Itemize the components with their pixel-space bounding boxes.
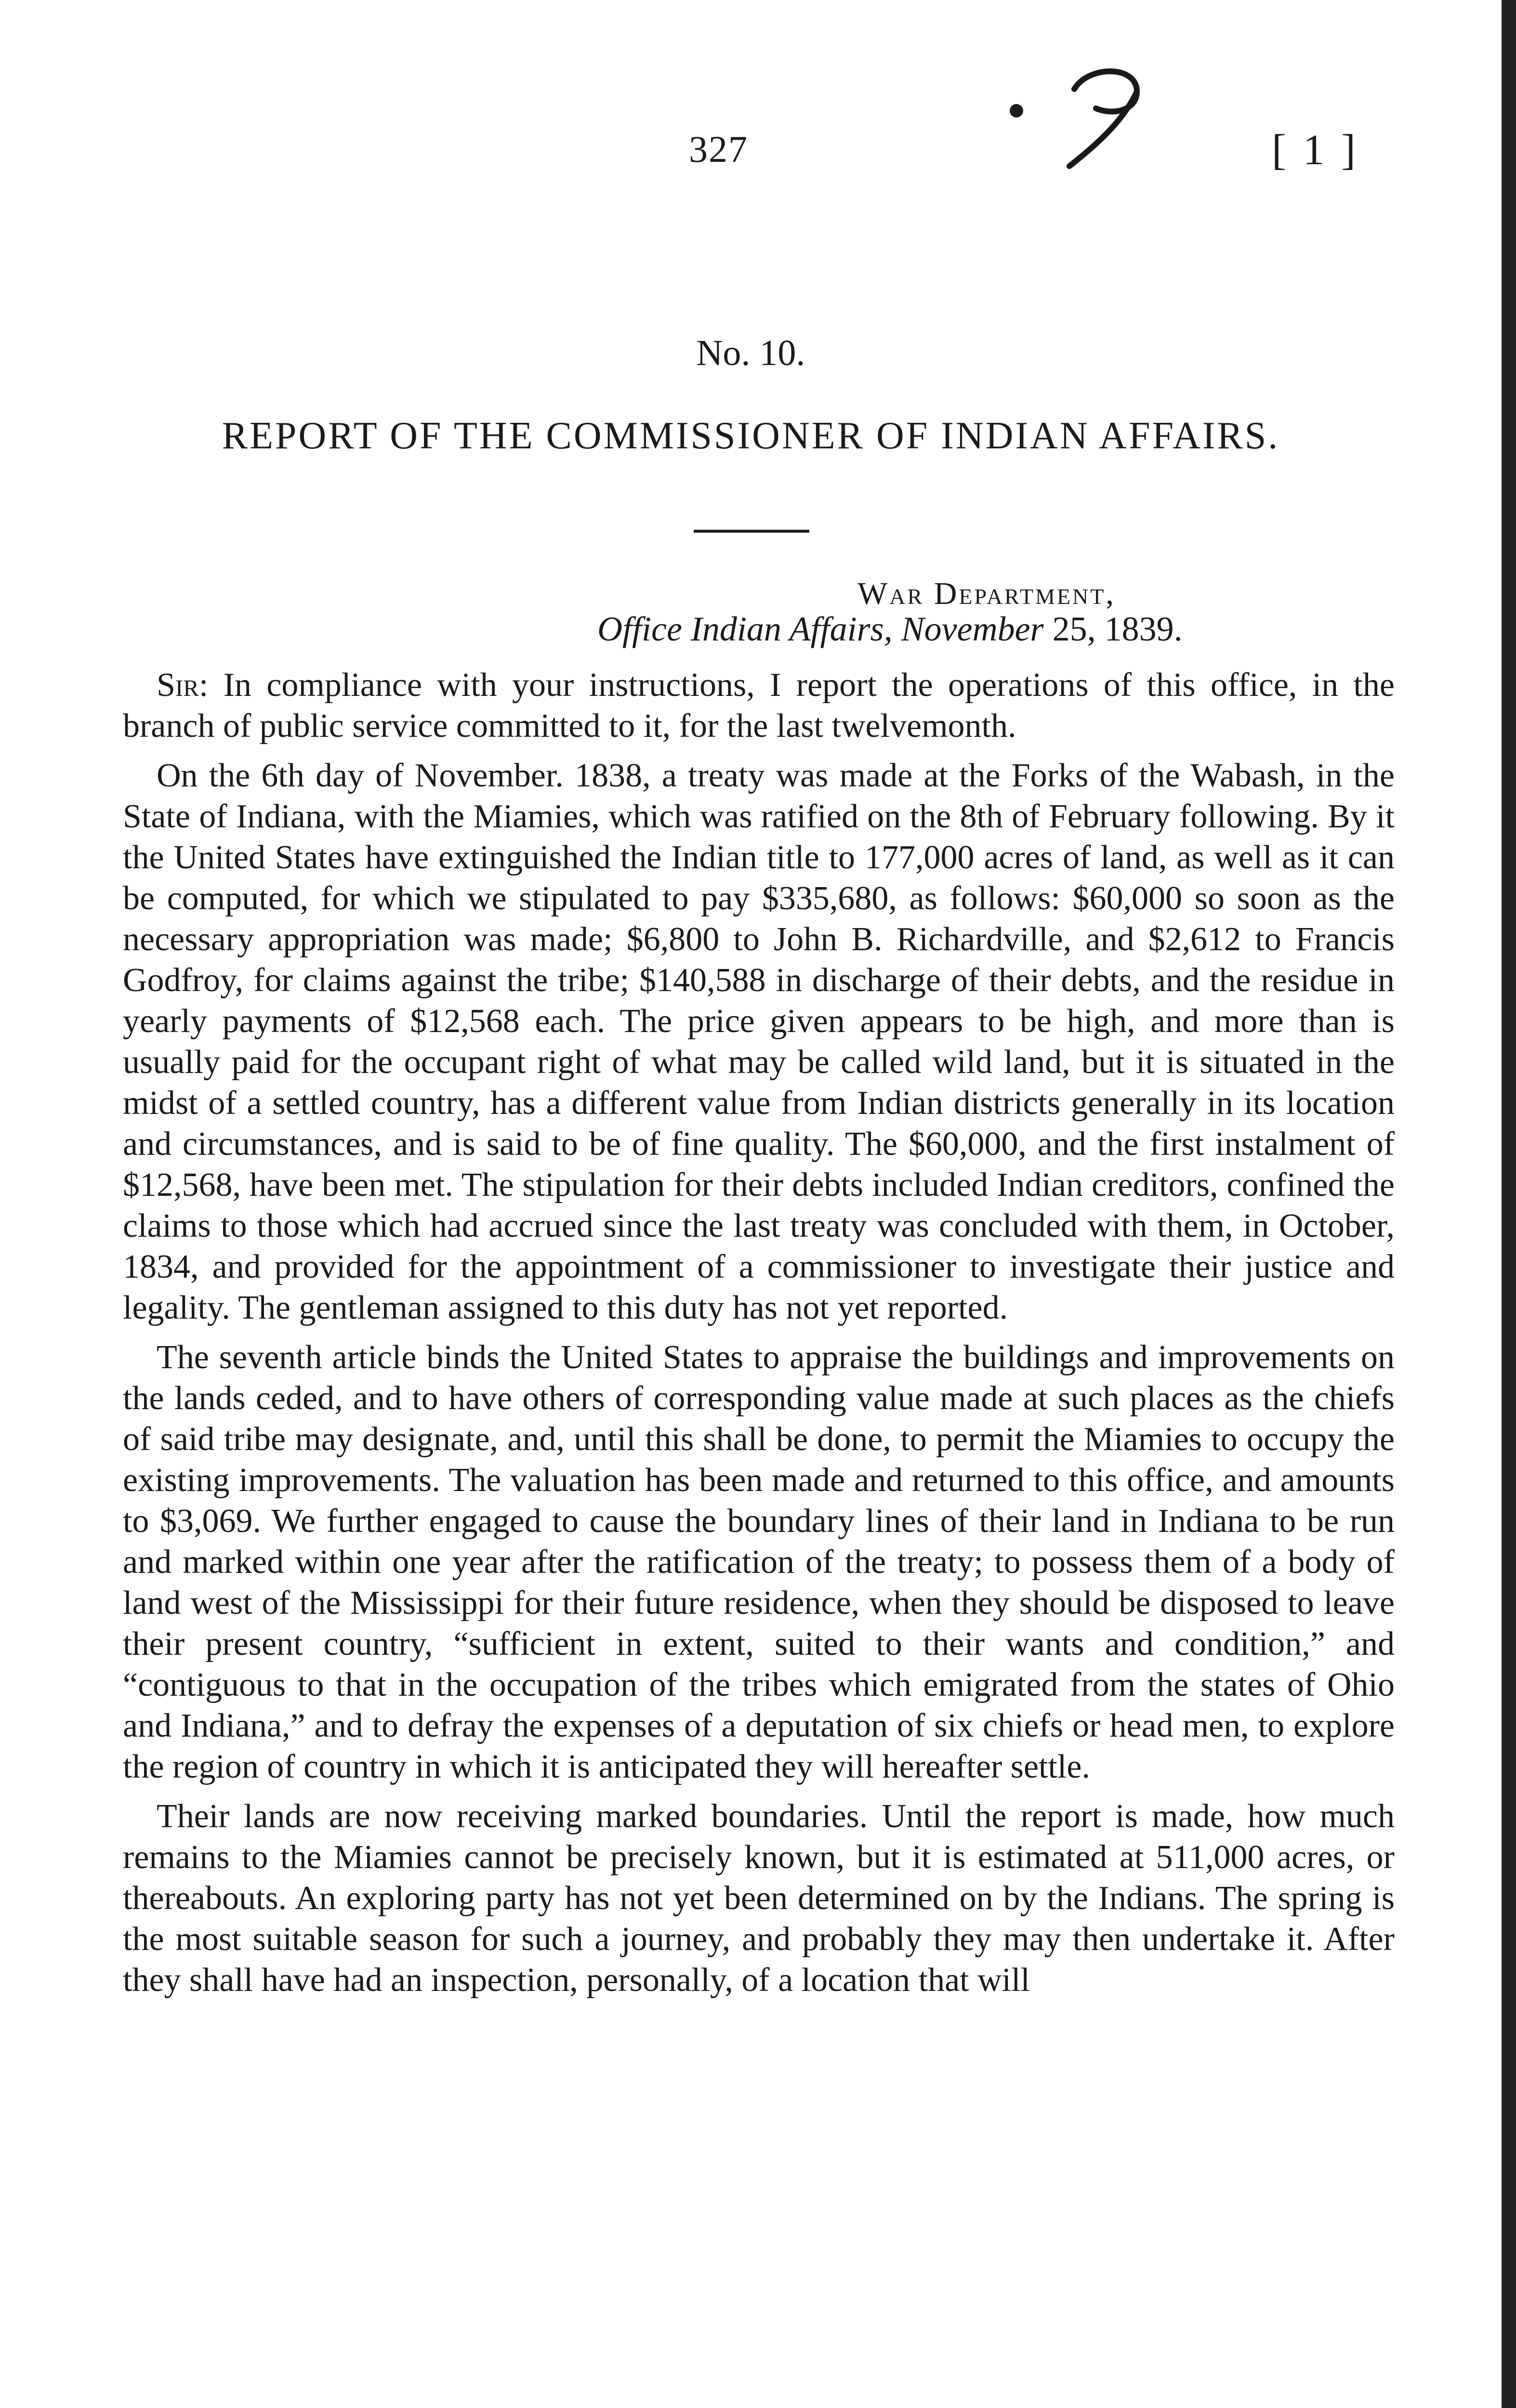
paragraph-1 [123,665,1395,746]
handwritten-mark [978,46,1161,176]
department-line: War Department, [857,576,1116,611]
office-date-line [597,609,1183,649]
salutation: Sir [157,667,199,704]
paragraph-3: The seventh article binds the United States to appraise the buildings and improvements on the lands ceded, and to have others of corresponding value made at such places as the chiefs of said tribe may designate, and, until this shall be done, to permit the Miamies to occupy the existing improvements. The valuation has been made and returned to this office, and amounts to $3,069. We further engaged to cause the boundary lines of their land in Indiana to be run and marked within one year after the ratification of the treaty; to possess them of a body of land west of the Mississippi for their future residence, when they should be disposed to leave their present country, “sufficient in extent, suited to their wants and condition,” and “contiguous to that in the occupation of the tribes which emigrated from the states of Ohio and Indiana,” and to defray the expenses of a deputation of six chiefs or head men, to explore the region of country in which it is anticipated they will hereafter settle. [123,1339,1395,1785]
date-month: November [901,610,1044,648]
office-name: Office Indian Affairs, [597,610,893,648]
paragraph-1-text: : In compliance with your instructions, I report the operations of this office, in the branch of public service committed to it, for the last twelvemonth. [123,667,1395,745]
report-body [123,665,1395,2001]
paragraph-4: Their lands are now receiving marked boundaries. Until the report is made, how much remains to the Miamies cannot be precisely known, but it is estimated at 511,000 acres, or thereabouts. An exploring party has not yet been determined on by the Indians. The spring is the most suitable season for such a journey, and probably they may then undertake it. After they shall have had an inspection, personally, of a location that will [123,1798,1395,1999]
report-number: No. 10. [696,333,805,373]
page-edge [1502,0,1516,2408]
paragraph-2: On the 6th day of November. 1838, a treaty was made at the Forks of the Wabash, in the State of Indiana, with the Miamies, which was ratified on the 8th of February following. By it the United States have extinguished the Indian title to 177,000 acres of land, as well as it can be computed, for which we stipulated to pay $335,680, as follows: $60,000 so soon as the necessary appropriation was made; $6,800 to John B. Richardville, and $2,612 to Francis Godfroy, for claims against the tribe; $140,588 in discharge of their debts, and the residue in yearly payments of $12,568 each. The price given appears to be high, and more than is usually paid for the occupant right of what may be called wild land, but it is situated in the midst of a settled country, has a different value from Indian districts generally in its location and circumstances, and is said to be of fine quality. The $60,000, and the first instalment of $12,568, have been met. The stipulation for their debts included Indian creditors, confined the claims to those which had accrued since the last treaty was concluded with them, in October, 1834, and provided for the appointment of a commissioner to investigate their justice and legality. The gentleman assigned to this duty has not yet reported. [123,757,1395,1326]
divider-rule [694,530,809,533]
date-day-year: 25, 1839. [1052,610,1183,648]
page-number: 327 [689,128,748,170]
report-title: REPORT OF THE COMMISSIONER OF INDIAN AFFAIRS. [222,415,1280,457]
document-number: [ 1 ] [1272,126,1358,174]
